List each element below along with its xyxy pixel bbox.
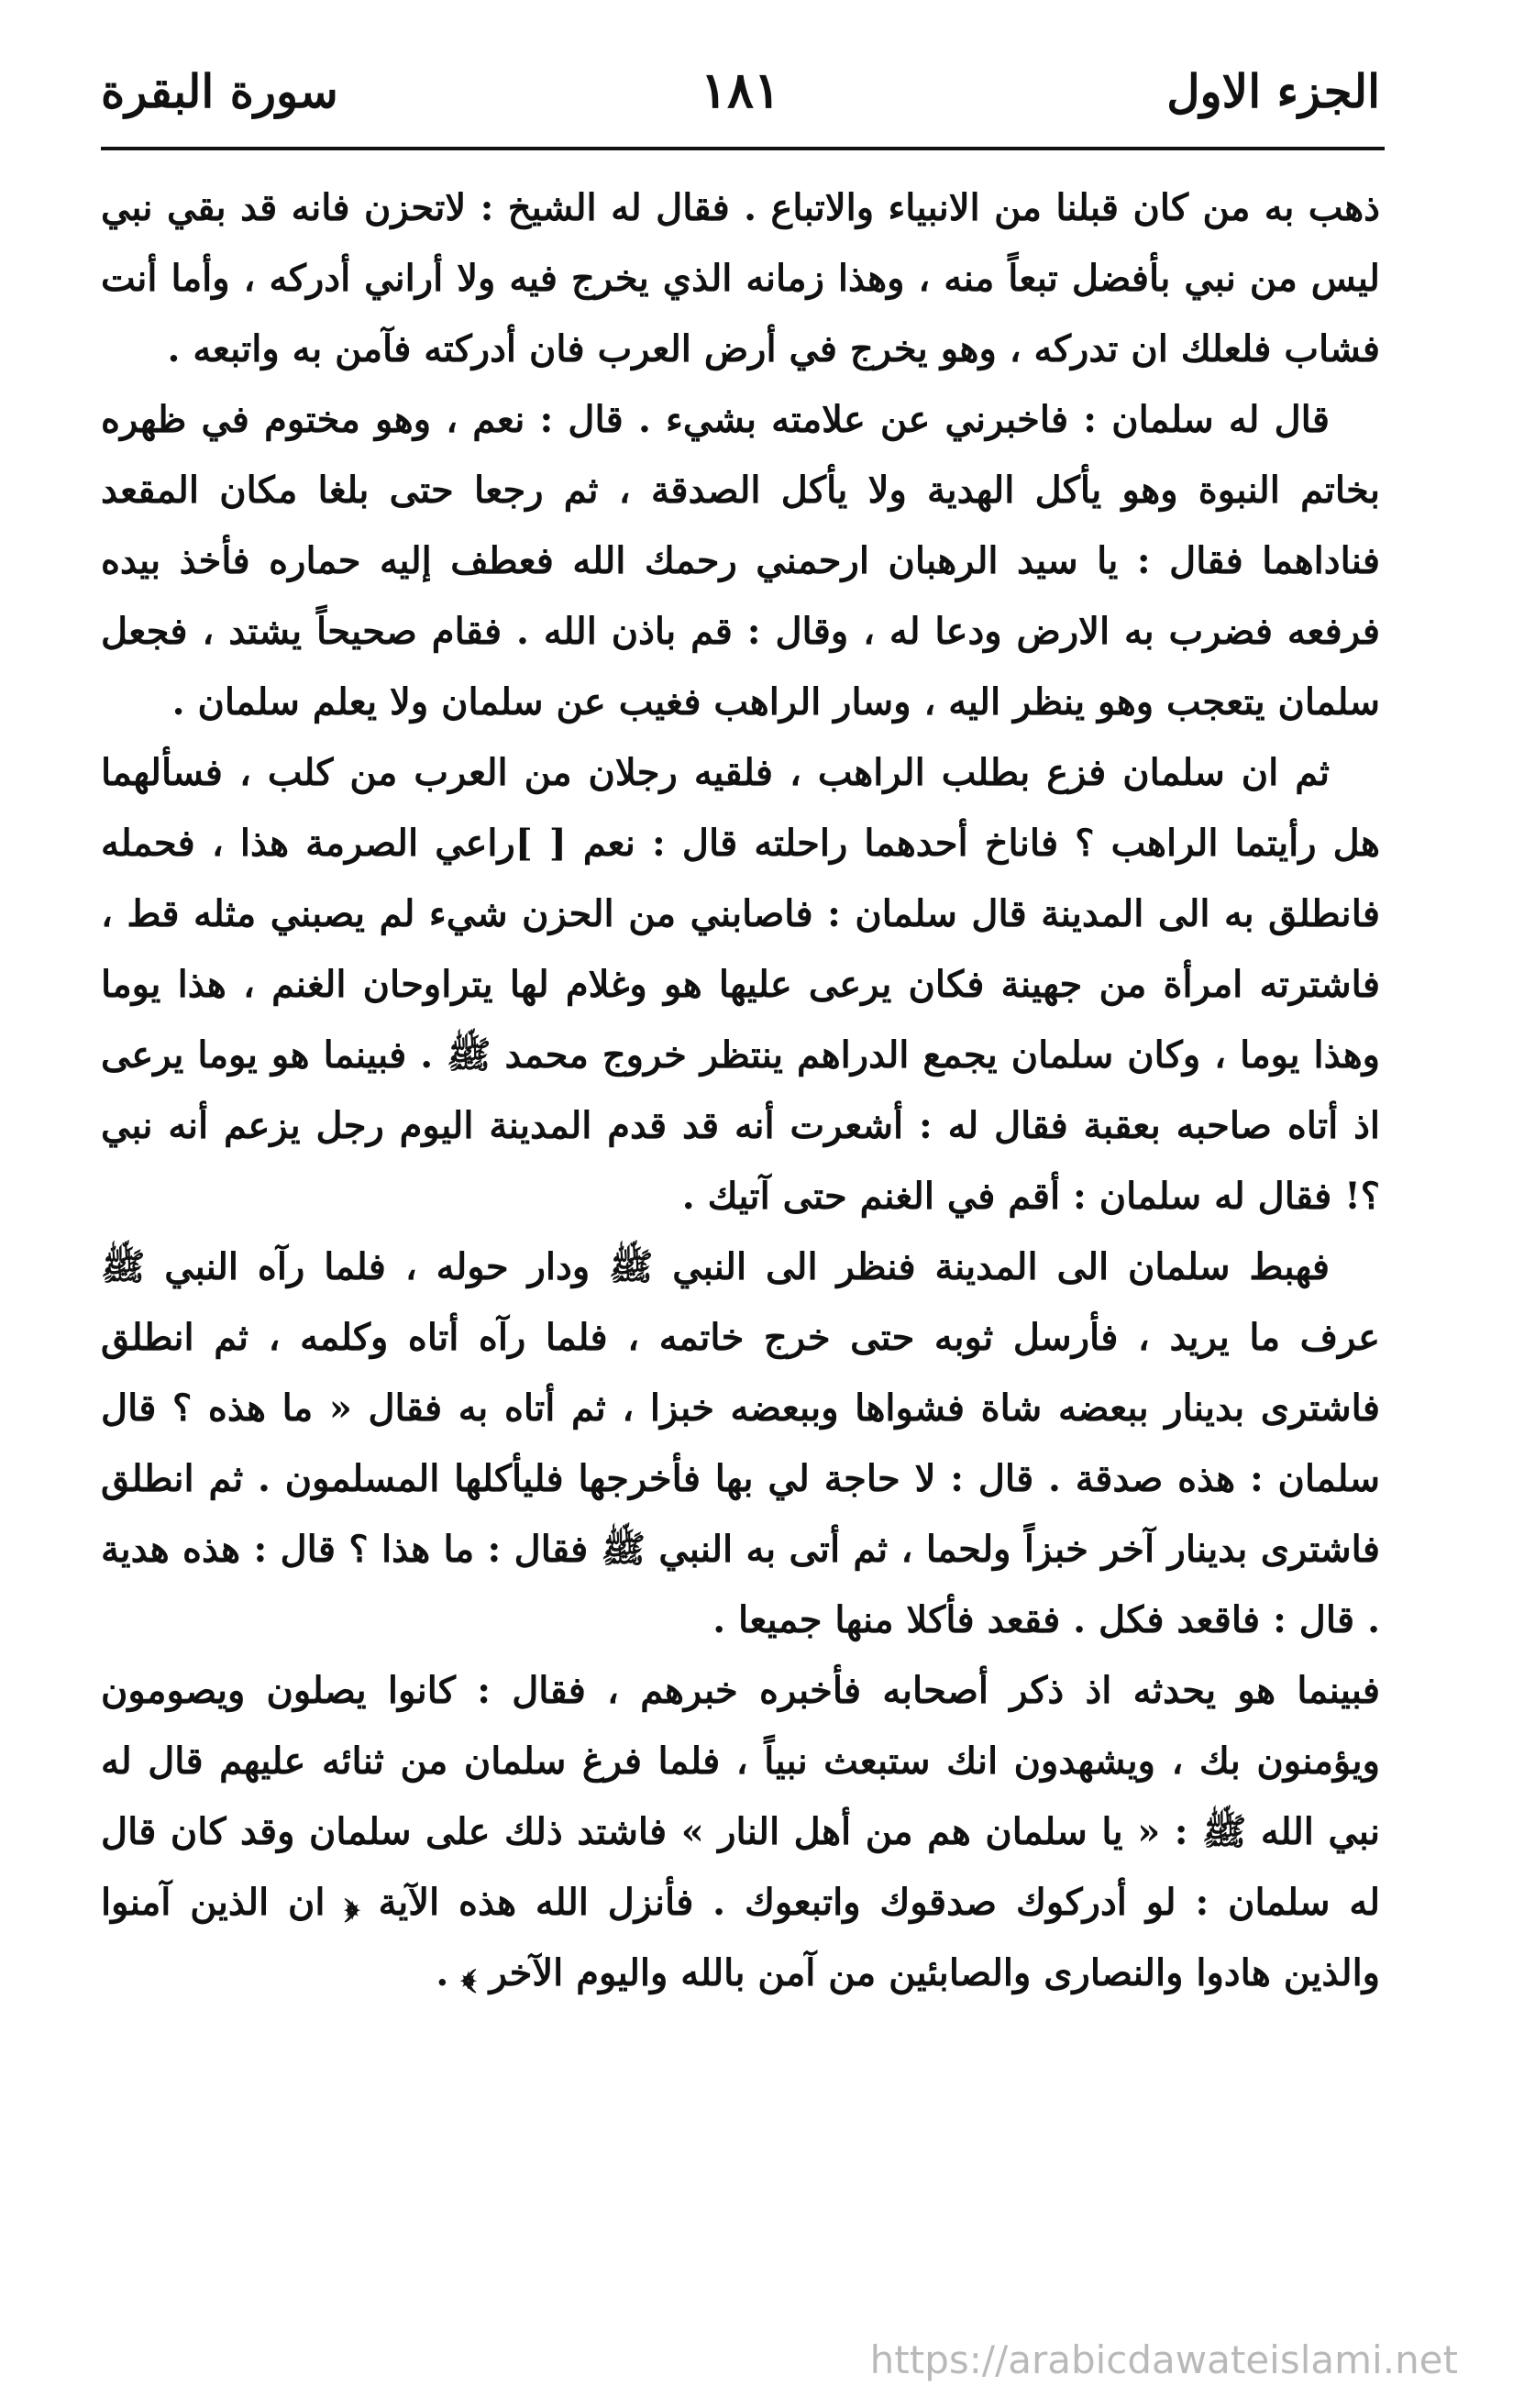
paragraph: ذهب به من كان قبلنا من الانبياء والاتباع . فقال له الشيخ : لاتحزن فانه قد بقي نبي ليس من نبي بأفضل تبعاً منه ، وهذا زمانه الذي يخرج فيه ولا أراني أدركه ، وأما أنت فشاب فلعلك ان تدركه ، وهو يخرج في أرض العرب فان أدركته فآمن به واتبعه .	[101, 186, 1380, 370]
paragraph: فهبط سلمان الى المدينة فنظر الى النبي ﷺ ودار حوله ، فلما رآه النبي ﷺ عرف ما يريد ، فأرسل ثوبه حتى خرج خاتمه ، فلما رآه أتاه وكلمه ، ثم انطلق فاشترى بدينار ببعضه شاة فشواها وببعضه خبزا ، ثم أتاه به فقال « ما هذه ؟ قال سلمان : هذه صدقة . قال : لا حاجة لي بها فأخرجها فليأكلها المسلمون . ثم انطلق فاشترى بدينار آخر خبزاً ولحما ، ثم أتى به النبي ﷺ فقال : ما هذا ؟ قال : هذه هدية . قال : فاقعد فكل . فقعد فأكلا منها جميعا .	[101, 1245, 1380, 1641]
paragraph: ثم ان سلمان فزع بطلب الراهب ، فلقيه رجلان من العرب من كلب ، فسألهما هل رأيتما الراهب ؟ فاناخ أحدهما راحلته قال : نعم [ ]راعي الصرمة هذا ، فحمله فانطلق به الى المدينة قال سلمان : فاصابني من الحزن شيء لم يصبني مثله قط ، فاشترته امرأة من جهينة فكان يرعى عليها هو وغلام لها يتراوحان الغنم ، هذا يوما وهذا يوما ، وكان سلمان يجمع الدراهم ينتظر خروج محمد ﷺ . فبينما هو يوما يرعى اذ أتاه صاحبه بعقبة فقال له : أشعرت أنه قد قدم المدينة اليوم رجل يزعم أنه نبي ؟! فقال له سلمان : أقم في الغنم حتى آتيك .	[101, 751, 1380, 1218]
paragraph: فبينما هو يحدثه اذ ذكر أصحابه فأخبره خبرهم ، فقال : كانوا يصلون ويصومون ويؤمنون بك ، ويشهدون انك ستبعث نبياً ، فلما فرغ سلمان من ثنائه عليهم قال له نبي الله ﷺ : « يا سلمان هم من أهل النار » فاشتد ذلك على سلمان وقد كان قال له سلمان : لو أدركوك صدقوك واتبعوك . فأنزل الله هذه الآية ﴿ ان الذين آمنوا والذين هادوا والنصارى والصابئين من آمن بالله واليوم الآخر ﴾ .	[101, 1669, 1380, 1994]
volume-title: الجزء الاول	[1166, 64, 1380, 118]
paragraph: قال له سلمان : فاخبرني عن علامته بشيء . قال : نعم ، وهو مختوم في ظهره بخاتم النبوة وهو يأكل الهدية ولا يأكل الصدقة ، ثم رجعا حتى بلغا مكان المقعد فناداهما فقال : يا سيد الرهبان ارحمني رحمك الله فعطف إليه حماره فأخذ بيده فرفعه فضرب به الارض ودعا له ، وقال : قم باذن الله . فقام صحيحاً يشتد ، فجعل سلمان يتعجب وهو ينظر اليه ، وسار الراهب فغيب عن سلمان ولا يعلم سلمان .	[101, 398, 1380, 724]
header-divider	[101, 147, 1385, 150]
watermark-url: https://arabicdawateislami.net	[869, 2337, 1458, 2382]
page-header	[101, 55, 1380, 147]
page-body	[101, 172, 1380, 2008]
surah-title: سورة البقرة	[101, 64, 338, 118]
page-number: ١٨١	[700, 61, 780, 119]
